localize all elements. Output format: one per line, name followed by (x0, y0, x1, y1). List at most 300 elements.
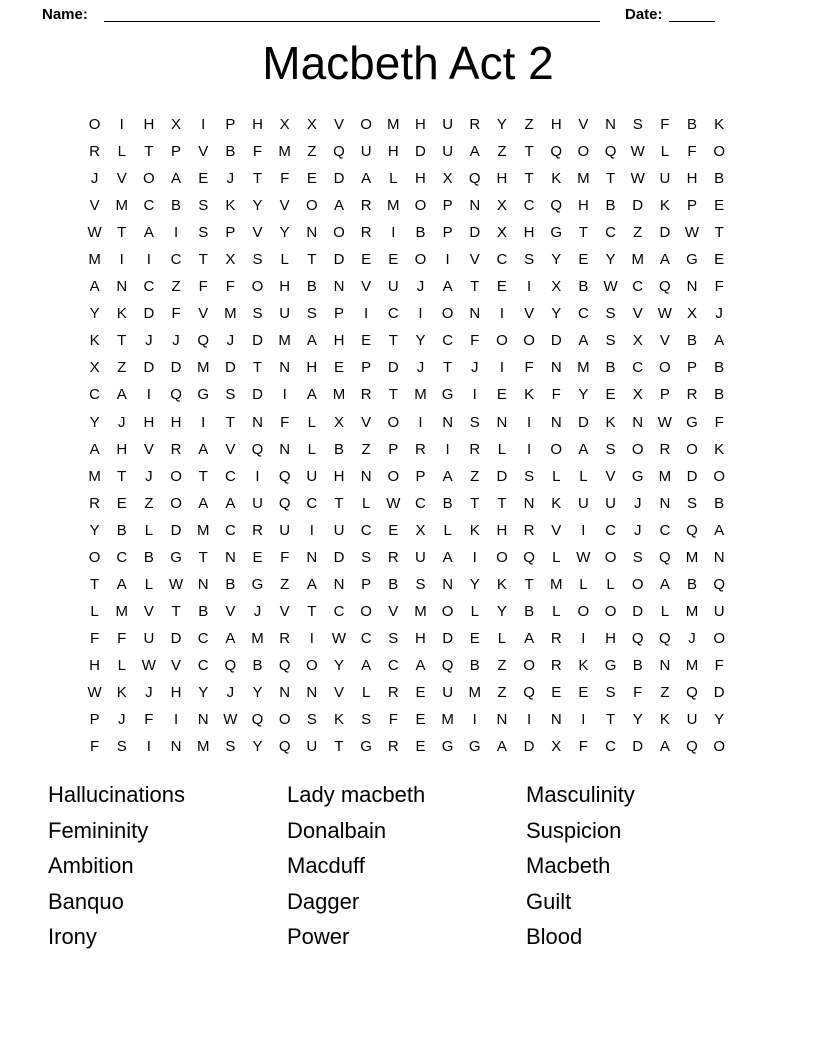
grid-letter: N (659, 494, 671, 512)
grid-letter: U (659, 170, 671, 188)
grid-letter: H (496, 521, 508, 539)
grid-letter: B (442, 494, 453, 512)
grid-letter: L (117, 143, 126, 161)
grid-letter: N (550, 413, 562, 431)
grid-row (81, 517, 733, 544)
grid-letter: A (306, 575, 317, 593)
word-list-item: Blood (526, 924, 583, 950)
grid-letter: U (605, 494, 616, 512)
grid-letter: D (469, 224, 481, 242)
grid-letter: O (305, 656, 318, 674)
grid-letter: B (171, 197, 182, 215)
grid-letter: I (472, 386, 477, 404)
grid-letter: M (224, 305, 237, 323)
grid-letter: Y (89, 413, 100, 431)
grid-letter: C (143, 197, 155, 215)
grid-letter: O (387, 467, 400, 485)
grid-letter: Y (551, 305, 562, 323)
grid-letter: Z (117, 359, 127, 377)
grid-letter: I (173, 711, 179, 729)
grid-letter: C (605, 738, 616, 756)
word-list-column (48, 777, 287, 955)
grid-letter: Y (252, 197, 263, 215)
grid-letter: R (387, 683, 399, 701)
grid-letter: I (499, 305, 504, 323)
grid-letter: C (632, 359, 644, 377)
grid-letter: Z (307, 143, 317, 161)
grid-letter: X (687, 305, 698, 323)
grid-letter: N (333, 575, 345, 593)
grid-letter: Q (659, 278, 671, 296)
grid-letter: J (226, 332, 235, 350)
grid-letter: U (279, 305, 291, 323)
grid-letter: M (685, 656, 699, 674)
grid-letter: O (713, 738, 725, 756)
grid-letter: F (633, 683, 643, 701)
grid-letter: H (387, 143, 399, 161)
grid-letter: V (578, 116, 589, 133)
grid-letter: G (360, 738, 372, 756)
grid-letter: U (442, 143, 454, 161)
grid-letter: J (90, 170, 99, 188)
word-list (48, 777, 765, 955)
grid-letter: S (225, 386, 236, 404)
grid-row (81, 138, 733, 165)
grid-letter: M (196, 359, 210, 377)
grid-letter: K (714, 440, 725, 458)
grid-letter: S (198, 197, 209, 215)
grid-letter: D (550, 332, 562, 350)
grid-letter: P (415, 467, 426, 485)
grid-letter: C (387, 305, 399, 323)
grid-letter: X (632, 332, 643, 350)
grid-letter: J (253, 602, 262, 620)
grid-letter: Z (497, 656, 507, 674)
grid-letter: O (686, 440, 698, 458)
grid-letter: B (225, 143, 236, 161)
grid-letter: X (306, 116, 317, 133)
grid-letter: I (472, 548, 477, 566)
word-list-item: Dagger (287, 888, 360, 914)
grid-letter: J (117, 711, 126, 729)
grid-letter: F (225, 278, 235, 296)
grid-letter: S (524, 467, 535, 485)
grid-letter: S (605, 440, 616, 458)
grid-letter: F (388, 711, 398, 729)
grid-letter: I (418, 413, 423, 431)
grid-letter: S (198, 224, 209, 242)
grid-letter: F (551, 386, 561, 404)
grid-letter: U (415, 548, 426, 566)
grid-letter: R (387, 738, 399, 756)
grid-letter: O (88, 548, 101, 566)
grid-letter: L (361, 494, 371, 512)
grid-row (81, 381, 733, 408)
grid-letter: G (686, 413, 698, 431)
grid-letter: A (659, 738, 670, 756)
grid-letter: H (143, 413, 155, 431)
grid-letter: O (659, 359, 671, 377)
grid-letter: C (170, 251, 182, 269)
grid-letter: I (119, 251, 124, 269)
grid-letter: H (523, 224, 535, 242)
grid-letter: E (714, 251, 725, 269)
grid-letter: H (89, 656, 100, 674)
grid-letter: L (144, 521, 154, 539)
grid-letter: F (280, 413, 290, 431)
grid-letter: V (524, 305, 535, 323)
grid-letter: C (387, 656, 399, 674)
grid-letter: Q (659, 548, 671, 566)
word-list-item: Power (287, 924, 350, 950)
grid-letter: S (687, 494, 698, 512)
grid-row (81, 463, 733, 490)
grid-letter: L (389, 170, 398, 188)
grid-letter: C (306, 494, 318, 512)
grid-letter: D (632, 738, 644, 756)
grid-letter: L (144, 575, 154, 593)
grid-letter: Y (605, 251, 616, 269)
grid-letter: D (496, 467, 508, 485)
grid-letter: K (714, 116, 725, 133)
grid-letter: Q (278, 656, 291, 674)
grid-row (81, 706, 733, 733)
grid-letter: D (143, 359, 155, 377)
grid-letter: Z (144, 494, 154, 512)
grid-letter: D (333, 170, 345, 188)
grid-letter: D (659, 224, 671, 242)
grid-letter: Z (633, 224, 643, 242)
grid-letter: W (576, 548, 591, 566)
grid-letter: A (415, 656, 426, 674)
grid-letter: G (441, 386, 454, 404)
grid-letter: I (391, 224, 396, 242)
grid-letter: T (171, 602, 181, 620)
grid-letter: M (251, 629, 264, 647)
grid-letter: Y (252, 683, 263, 701)
grid-letter: V (198, 143, 209, 161)
grid-letter: E (551, 683, 562, 701)
grid-letter: S (469, 413, 480, 431)
grid-letter: F (524, 359, 534, 377)
grid-letter: L (606, 575, 615, 593)
grid-letter: I (581, 711, 586, 729)
grid-letter: I (445, 440, 450, 458)
grid-letter: Y (252, 738, 263, 756)
name-label: Name: (42, 6, 88, 23)
grid-letter: Q (686, 738, 698, 756)
grid-letter: O (577, 602, 590, 620)
grid-letter: U (360, 143, 372, 161)
grid-letter: M (387, 116, 400, 133)
grid-letter: C (360, 629, 372, 647)
word-list-item: Macbeth (526, 853, 611, 879)
grid-letter: J (226, 170, 235, 188)
grid-letter: T (144, 143, 154, 161)
grid-letter: D (333, 548, 345, 566)
grid-letter: N (659, 656, 671, 674)
grid-row (81, 219, 733, 246)
grid-letter: T (524, 143, 534, 161)
grid-letter: C (116, 548, 128, 566)
grid-row (81, 436, 733, 463)
grid-letter: S (306, 711, 317, 729)
grid-letter: K (578, 656, 589, 674)
grid-letter: Q (604, 143, 617, 161)
grid-letter: N (713, 548, 725, 566)
grid-letter: D (224, 359, 236, 377)
grid-row (81, 354, 733, 381)
grid-letter: M (196, 521, 210, 539)
grid-letter: D (632, 197, 644, 215)
grid-letter: W (386, 494, 401, 512)
grid-letter: E (578, 683, 589, 701)
grid-letter: L (579, 467, 588, 485)
grid-letter: Q (170, 386, 182, 404)
grid-letter: M (549, 575, 563, 593)
grid-letter: M (441, 711, 454, 729)
grid-letter: T (117, 224, 127, 242)
grid-letter: G (251, 575, 264, 593)
grid-letter: P (687, 197, 698, 215)
grid-letter: L (307, 413, 316, 431)
grid-letter: T (714, 224, 724, 242)
grid-letter: U (442, 116, 454, 133)
grid-letter: K (116, 683, 127, 701)
grid-letter: C (605, 521, 616, 539)
grid-letter: Z (280, 575, 290, 593)
grid-letter: A (714, 332, 725, 350)
grid-letter: I (255, 467, 260, 485)
grid-letter: B (143, 548, 154, 566)
grid-letter: B (388, 575, 399, 593)
grid-letter: S (632, 548, 643, 566)
grid-letter: O (713, 629, 725, 647)
grid-letter: F (714, 656, 724, 674)
word-list-column (287, 777, 526, 955)
grid-letter: B (687, 332, 698, 350)
grid-letter: L (552, 602, 561, 620)
grid-letter: B (632, 656, 643, 674)
grid-letter: T (470, 494, 480, 512)
grid-letter: X (632, 386, 643, 404)
grid-letter: N (469, 197, 481, 215)
grid-letter: H (116, 440, 128, 458)
grid-letter: C (224, 521, 236, 539)
grid-letter: O (550, 440, 563, 458)
grid-letter: P (442, 197, 453, 215)
word-list-item: Hallucinations (48, 782, 185, 807)
grid-letter: T (524, 170, 534, 188)
grid-letter: G (604, 656, 617, 674)
grid-letter: N (224, 548, 236, 566)
word-list-item: Suspicion (526, 817, 622, 843)
grid-letter: V (632, 305, 643, 323)
grid-letter: X (551, 278, 562, 296)
grid-letter: R (469, 116, 481, 133)
grid-letter: A (306, 386, 317, 404)
grid-letter: Q (251, 440, 264, 458)
grid-letter: O (387, 413, 400, 431)
grid-letter: H (143, 116, 155, 133)
page-title: Macbeth Act 2 (262, 37, 554, 89)
grid-letter: Y (632, 711, 643, 729)
grid-letter: U (306, 467, 318, 485)
grid-letter: T (524, 575, 534, 593)
grid-letter: T (334, 494, 344, 512)
grid-letter: A (198, 494, 209, 512)
grid-letter: B (714, 494, 725, 512)
grid-letter: F (252, 143, 263, 161)
wordsearch-grid (81, 111, 733, 760)
grid-letter: I (146, 251, 151, 269)
grid-letter: N (333, 278, 345, 296)
grid-letter: Y (496, 116, 507, 133)
grid-letter: E (361, 332, 372, 350)
grid-letter: W (223, 711, 238, 729)
grid-letter: O (305, 197, 318, 215)
grid-letter: I (309, 629, 314, 647)
grid-letter: A (89, 278, 100, 296)
grid-letter: J (416, 278, 425, 296)
grid-letter: J (145, 683, 153, 701)
grid-letter: E (361, 251, 372, 269)
grid-letter: S (306, 305, 317, 323)
grid-letter: U (387, 278, 399, 296)
grid-letter: O (414, 251, 427, 269)
grid-letter: I (581, 629, 586, 647)
grid-letter: T (89, 575, 100, 593)
grid-letter: V (361, 278, 372, 296)
grid-letter: C (360, 521, 372, 539)
grid-letter: O (631, 575, 644, 593)
grid-letter: I (173, 224, 179, 242)
grid-letter: M (278, 332, 291, 350)
grid-letter: V (605, 467, 616, 485)
grid-letter: U (686, 711, 698, 729)
grid-letter: K (496, 575, 507, 593)
grid-row (81, 544, 733, 571)
grid-letter: C (496, 251, 508, 269)
grid-row (81, 273, 733, 300)
grid-letter: R (523, 521, 535, 539)
grid-letter: B (225, 575, 236, 593)
grid-letter: T (388, 386, 398, 404)
grid-letter: L (497, 629, 507, 647)
grid-letter: Q (278, 494, 291, 512)
grid-letter: N (550, 359, 562, 377)
grid-letter: K (551, 494, 562, 512)
grid-letter: P (225, 224, 236, 242)
grid-letter: P (659, 386, 670, 404)
grid-letter: N (306, 683, 318, 701)
grid-letter: Z (361, 440, 371, 458)
grid-letter: L (117, 656, 126, 674)
grid-letter: G (170, 548, 182, 566)
grid-letter: P (333, 305, 344, 323)
grid-letter: I (526, 278, 532, 296)
grid-letter: Y (89, 305, 100, 323)
grid-letter: A (225, 629, 236, 647)
grid-letter: P (388, 440, 399, 458)
grid-letter: H (415, 629, 426, 647)
grid-letter: Z (497, 143, 507, 161)
grid-letter: V (659, 332, 670, 350)
grid-letter: I (526, 413, 532, 431)
grid-letter: O (496, 332, 508, 350)
grid-letter: H (333, 467, 345, 485)
grid-letter: K (524, 386, 535, 404)
grid-letter: T (252, 170, 263, 188)
grid-letter: N (306, 224, 318, 242)
grid-letter: J (633, 521, 642, 539)
grid-letter: A (659, 575, 670, 593)
grid-letter: F (578, 738, 588, 756)
grid-letter: M (88, 251, 101, 269)
grid-letter: Y (415, 332, 426, 350)
grid-letter: O (170, 467, 182, 485)
grid-letter: R (415, 440, 426, 458)
grid-letter: D (387, 359, 399, 377)
grid-letter: F (470, 332, 480, 350)
grid-letter: E (578, 251, 589, 269)
grid-letter: B (687, 575, 698, 593)
grid-letter: V (252, 224, 263, 242)
grid-letter: I (526, 711, 532, 729)
grid-letter: D (170, 359, 182, 377)
grid-letter: V (225, 602, 236, 620)
grid-letter: A (496, 738, 507, 756)
grid-letter: X (442, 170, 453, 188)
grid-letter: A (361, 170, 372, 188)
grid-letter: T (198, 548, 208, 566)
grid-letter: A (306, 332, 317, 350)
grid-letter: I (445, 251, 450, 269)
grid-letter: F (171, 305, 181, 323)
grid-letter: S (388, 629, 399, 647)
grid-letter: A (143, 224, 154, 242)
grid-row (81, 652, 733, 679)
grid-letter: I (282, 386, 287, 404)
grid-letter: I (499, 359, 504, 377)
grid-letter: W (630, 143, 645, 161)
grid-letter: O (577, 143, 590, 161)
grid-letter: V (279, 197, 290, 215)
grid-letter: L (280, 251, 289, 269)
grid-row (81, 327, 733, 354)
grid-letter: R (170, 440, 182, 458)
grid-letter: L (307, 440, 316, 458)
grid-letter: Y (198, 683, 209, 701)
grid-letter: R (550, 629, 562, 647)
grid-letter: N (550, 711, 562, 729)
grid-letter: V (551, 521, 562, 539)
grid-letter: V (388, 602, 399, 620)
grid-letter: T (470, 278, 480, 296)
grid-letter: V (198, 305, 209, 323)
grid-letter: A (469, 143, 480, 161)
grid-letter: O (333, 224, 345, 242)
grid-letter: W (657, 413, 672, 431)
grid-letter: M (414, 602, 427, 620)
grid-letter: W (331, 629, 347, 647)
grid-letter: D (442, 629, 454, 647)
grid-letter: J (688, 629, 696, 647)
grid-letter: C (333, 602, 345, 620)
grid-letter: W (684, 224, 700, 242)
grid-letter: W (630, 170, 645, 188)
grid-letter: I (146, 738, 151, 756)
